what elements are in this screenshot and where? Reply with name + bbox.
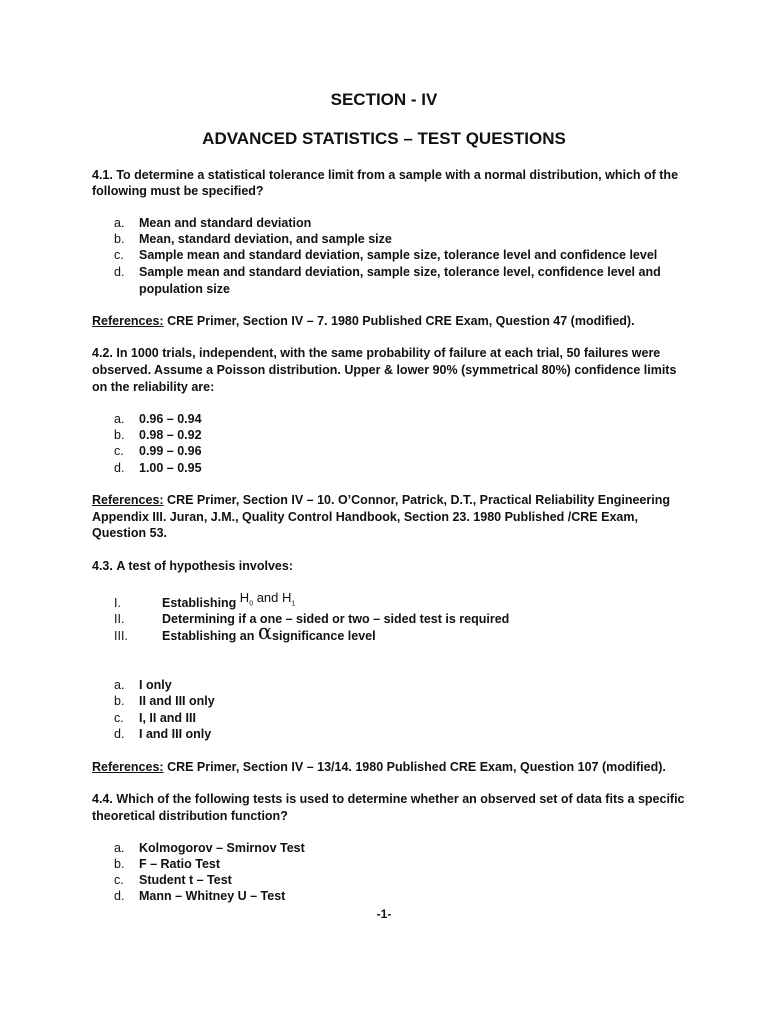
option-letter: b.: [114, 694, 125, 708]
references-label: References:: [92, 314, 164, 328]
h0-subscript: 0: [249, 600, 254, 608]
question-text: In 1000 trials, independent, with the same probability of failure at each trial, 50 failures were: [116, 346, 661, 360]
option-text: 0.96 – 0.94: [139, 412, 202, 426]
option-text: I only: [139, 678, 172, 692]
references-4-2-line-1: [92, 492, 670, 508]
question-4-1-line-2: following must be specified?: [92, 184, 264, 198]
question-number: 4.4.: [92, 792, 113, 806]
references-text: CRE Primer, Section IV – 10. O’Connor, Patrick, D.T., Practical Reliability Engineering: [163, 493, 670, 507]
alpha-symbol: α: [257, 620, 273, 644]
references-4-1: [92, 313, 635, 329]
option-text: Mean and standard deviation: [139, 216, 312, 230]
references-text: CRE Primer, Section IV – 13/14. 1980 Published CRE Exam, Question 107 (modified).: [167, 760, 666, 774]
roman-numeral: III.: [114, 629, 128, 643]
question-text: A test of hypothesis involves:: [116, 559, 293, 573]
option-letter: a.: [114, 678, 125, 692]
option-letter: a.: [114, 216, 125, 230]
references-4-3: [92, 759, 666, 775]
option-text: F – Ratio Test: [139, 857, 221, 871]
option-letter: c.: [114, 444, 124, 458]
references-4-2-line-3: Question 53.: [92, 526, 168, 540]
option-text: Sample mean and standard deviation, sample size, tolerance level, confidence level and: [139, 265, 661, 279]
option-text: Mean, standard deviation, and sample size: [139, 232, 392, 246]
option-letter: a.: [114, 841, 125, 855]
option-text: I and III only: [139, 727, 212, 741]
option-letter: d.: [114, 265, 125, 279]
option-letter: c.: [114, 873, 124, 887]
question-number: 4.3.: [92, 559, 113, 573]
option-letter: b.: [114, 428, 125, 442]
option-text: 0.99 – 0.96: [139, 444, 202, 458]
option-text: Kolmogorov – Smirnov Test: [139, 841, 305, 855]
question-4-1-line-1: [92, 167, 678, 183]
h1-letter: H: [282, 590, 292, 605]
option-text-continuation: population size: [139, 282, 230, 296]
option-text: Mann – Whitney U – Test: [139, 889, 286, 903]
option-letter: b.: [114, 232, 125, 246]
question-4-4-line-1: [92, 791, 685, 807]
option-text: 1.00 – 0.95: [139, 461, 202, 475]
question-text: To determine a statistical tolerance limit from a sample with a normal distribution, which of the: [116, 168, 679, 182]
option-letter: d.: [114, 889, 125, 903]
option-text: Student t – Test: [139, 873, 232, 887]
references-label: References:: [92, 760, 164, 774]
roman-item-text: Establishing an: [162, 629, 258, 643]
question-text: Which of the following tests is used to determine whether an observed set of data fits a specific: [116, 792, 685, 806]
alpha-suffix: significance level: [272, 629, 376, 643]
hypothesis-h0: [239, 590, 296, 608]
question-4-2-line-2: observed. Assume a Poisson distribution. Upper & lower 90% (symmetrical 80%) confidence limits: [92, 363, 677, 377]
and-text: and: [253, 590, 283, 605]
h1-subscript: 1: [291, 600, 296, 608]
section-title: SECTION - IV: [330, 90, 438, 109]
option-letter: c.: [114, 248, 124, 262]
option-text: I, II and III: [139, 711, 196, 725]
references-4-2-line-2: Appendix III. Juran, J.M., Quality Control Handbook, Section 23. 1980 Published /CRE Exam,: [92, 510, 638, 524]
page-number: -1-: [376, 907, 392, 921]
option-text: 0.98 – 0.92: [139, 428, 202, 442]
question-number: 4.2.: [92, 346, 113, 360]
h0-letter: H: [239, 590, 250, 605]
option-letter: a.: [114, 412, 125, 426]
question-number: 4.1.: [92, 168, 113, 182]
question-4-3: [92, 558, 293, 574]
option-letter: b.: [114, 857, 125, 871]
roman-item-text: Establishing: [162, 596, 240, 610]
option-letter: c.: [114, 711, 124, 725]
roman-numeral: I.: [114, 596, 121, 610]
roman-numeral: II.: [114, 612, 125, 626]
option-text: II and III only: [139, 694, 215, 708]
question-4-2-line-3: on the reliability are:: [92, 380, 215, 394]
option-text: Sample mean and standard deviation, sample size, tolerance level and confidence level: [139, 248, 658, 262]
question-4-2-line-1: [92, 345, 660, 361]
references-label: References:: [92, 493, 164, 507]
references-text: CRE Primer, Section IV – 7. 1980 Published CRE Exam, Question 47 (modified).: [167, 314, 635, 328]
option-letter: d.: [114, 727, 125, 741]
question-4-4-line-2: theoretical distribution function?: [92, 809, 288, 823]
main-title: ADVANCED STATISTICS – TEST QUESTIONS: [202, 129, 566, 148]
roman-item-2: Determining if a one – sided or two – sided test is required: [162, 612, 510, 626]
option-letter: d.: [114, 461, 125, 475]
roman-item-3: [162, 620, 376, 644]
